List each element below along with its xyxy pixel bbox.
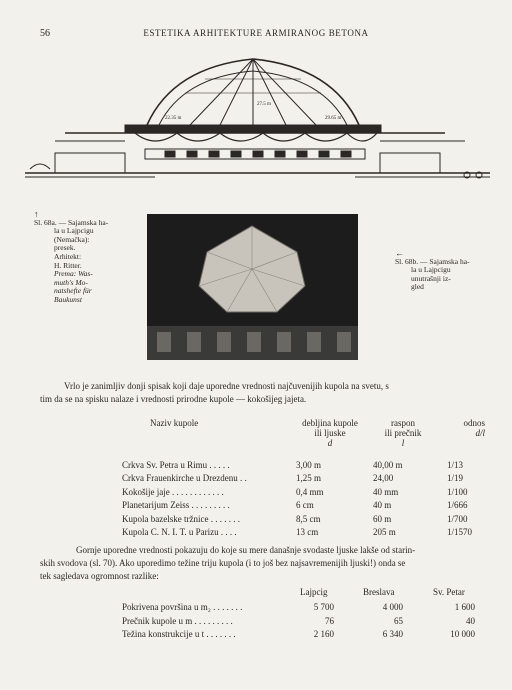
drawing-label: 29.65 m — [325, 116, 342, 121]
column-header: Sv. Petar — [433, 587, 465, 597]
caption-line: presek. — [54, 243, 76, 253]
paragraph-line: Vrlo je zanimljiv donji spisak koji daje uporedne vrednosti najčuvenijih kupola na svetu, s — [64, 381, 389, 391]
column-header-thickness: debljina kupole ili ljuske d — [302, 418, 358, 448]
table-row: Kokošije jaje . . . . . . . . . . . . — [122, 486, 224, 497]
left-arrow-icon: ← — [395, 248, 404, 258]
table-span-column: 40,00 m 24,00 40 mm 40 m 60 m 205 m — [373, 460, 403, 538]
interior-photo — [147, 214, 358, 360]
column-header-ratio: odnos d/l — [463, 418, 485, 438]
table-row: Planetarijum Zeiss . . . . . . . . . — [122, 500, 230, 511]
caption-line: (Nemačka): — [54, 234, 90, 244]
caption-source: natshefte für — [54, 286, 92, 296]
hall-section — [25, 125, 490, 178]
paragraph-line: skih svodova (sl. 70). Ako uporedimo težine triju kupola (i to još bez najsavremenijih ljuski!) onda se — [40, 558, 406, 568]
column-header: Breslava — [363, 587, 395, 597]
drawing-label: 22.35 m — [165, 116, 182, 121]
caption-source: Prema: Was- — [54, 269, 93, 279]
running-head: ESTETIKA ARHITEKTURE ARMIRANOG BETONA — [143, 28, 369, 38]
paragraph-line: Gornje uporedne vrednosti pokazuju do koje su mere današnje svodaste ljuske lakše od starin- — [76, 545, 416, 555]
table2-col-sv-petar: 1 600 40 10 000 — [450, 602, 475, 639]
table-ratio-column: 1/13 1/19 1/100 1/666 1/700 1/1570 — [447, 460, 473, 538]
caption-line: gled — [411, 282, 424, 292]
table-name-column — [122, 459, 247, 539]
intro-paragraph — [40, 380, 474, 406]
table-row: Crkva Frauenkirche u Drezdenu . . — [122, 473, 247, 484]
caption-source: Baukunst — [54, 294, 82, 304]
drawing-label: 27.5 m — [257, 102, 271, 107]
paragraph-line: tim da se na spisku nalaze i vrednosti prirodne kupole — kokošijeg jajeta. — [40, 394, 307, 404]
column-header: Lajpcig — [300, 587, 328, 597]
table-thickness-column: 3,00 m 1,25 m 0,4 mm 6 cm 8,5 cm 13 cm — [296, 460, 324, 538]
caption-line: Sl. 68a. — Sajamska ha- — [34, 217, 109, 227]
section-drawing — [25, 45, 490, 195]
table2-label-column — [122, 601, 242, 642]
table-row: Kupola bazelske tržnice . . . . . . . — [122, 513, 240, 524]
page-number: 56 — [40, 28, 50, 39]
figure-caption-68b — [395, 249, 470, 292]
table-row: Prečnik kupole u m . . . . . . . . . — [122, 615, 233, 626]
caption-line: Sl. 68b. — Sajamska ha- — [395, 256, 470, 266]
caption-line: la u Lajpcigu — [54, 226, 94, 236]
comparison-paragraph — [40, 544, 480, 583]
up-arrow-icon: ↑ — [34, 209, 39, 219]
caption-line: H. Ritter. — [54, 260, 82, 270]
caption-line: Arhitekt: — [54, 251, 82, 261]
column-header-name: Naziv kupole — [150, 418, 199, 428]
column-header-span: raspon ili prečnik l — [384, 418, 422, 448]
figure-caption-68a — [34, 210, 108, 305]
caption-source: muth's Mo- — [54, 277, 88, 287]
table2-col-lajpcig: 5 700 76 2 160 — [313, 602, 334, 639]
table-row: Pokrivena površina u m₂ . . . . . . . — [122, 602, 243, 612]
table-row: Crkva Sv. Petra u Rimu . . . . . — [122, 460, 230, 470]
caption-line: unutrašnji iz- — [411, 273, 451, 283]
table-row: Kupola C. N. I. T. u Parizu . . . . — [122, 527, 237, 538]
table-row: Težina konstrukcije u t . . . . . . . — [122, 629, 236, 639]
table2-col-breslava: 4 000 65 6 340 — [382, 602, 403, 639]
paragraph-line: tek sagledava ogromnost razlike: — [40, 571, 159, 581]
caption-line: la u Lajpcigu — [411, 265, 451, 275]
